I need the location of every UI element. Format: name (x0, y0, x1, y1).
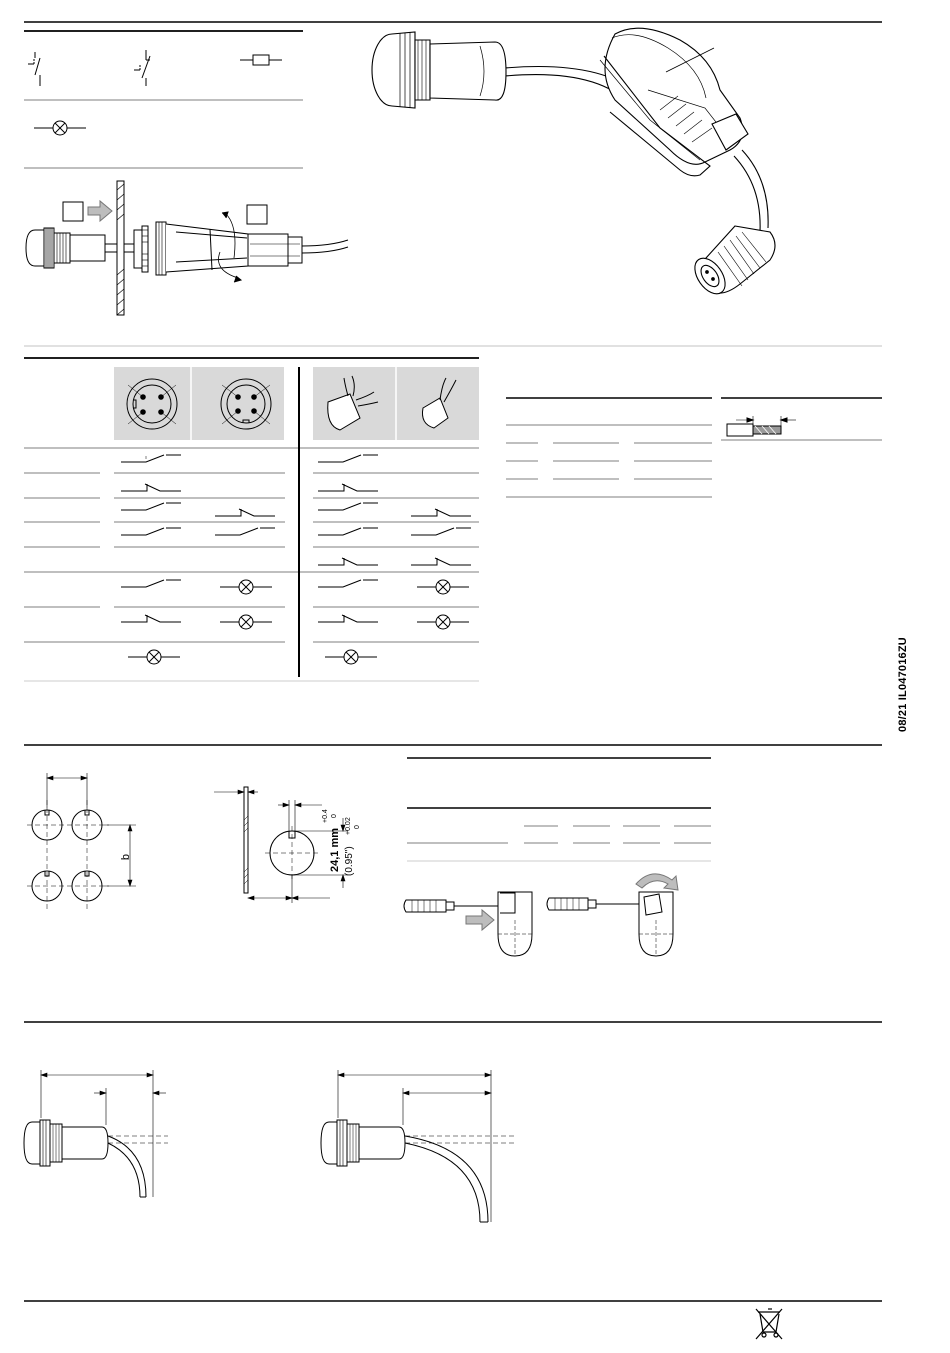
tol-mm-lower: 0 (331, 814, 338, 818)
nc-contact-symbol (134, 50, 150, 86)
bend-radius-diagram-large (321, 1070, 515, 1222)
cutout-dimension-text (322, 809, 361, 876)
step-1-box (63, 202, 83, 221)
lamp-symbol (34, 121, 86, 135)
product-illustration (372, 28, 775, 299)
tol-in-lower: 0 (354, 825, 361, 829)
push-arrow-icon (88, 201, 112, 221)
removal-table (407, 758, 711, 861)
document-code-text: 08/21 IL047016ZU (897, 637, 909, 732)
cutout-size-mm: 24,1 mm (329, 827, 341, 872)
rotate-arrow-icon (636, 874, 678, 890)
mounting-diagram (26, 181, 348, 315)
cutout-size-in: (0.95") (344, 846, 355, 876)
m12-pin-face-2 (221, 379, 271, 429)
screwdriver-icon (404, 900, 500, 912)
spacing-b-label: b (120, 853, 132, 861)
wiring-table (24, 358, 479, 681)
resistor-symbol (240, 55, 282, 65)
document-code (893, 637, 913, 735)
weee-bin-icon (756, 1309, 782, 1339)
m12-pin-face-1 (127, 379, 177, 429)
no-contact-symbol (28, 52, 40, 86)
tol-in-upper: +0.02 (345, 817, 352, 835)
screwdriver-removal-diagram (404, 874, 678, 956)
contact-symbols (121, 455, 471, 622)
cutout-diagram (214, 787, 348, 903)
tol-mm-upper: +0.4 (322, 809, 329, 823)
hole-spacing-diagram (27, 773, 136, 912)
symbol-legend (24, 31, 303, 168)
screwdriver-icon (547, 898, 642, 910)
wire-strip-table (721, 398, 882, 440)
wire-strip-icon (727, 416, 796, 436)
rating-table (506, 398, 712, 497)
push-arrow-icon (466, 910, 494, 930)
bend-radius-diagram-small (24, 1070, 168, 1197)
step-2-box (247, 205, 267, 224)
